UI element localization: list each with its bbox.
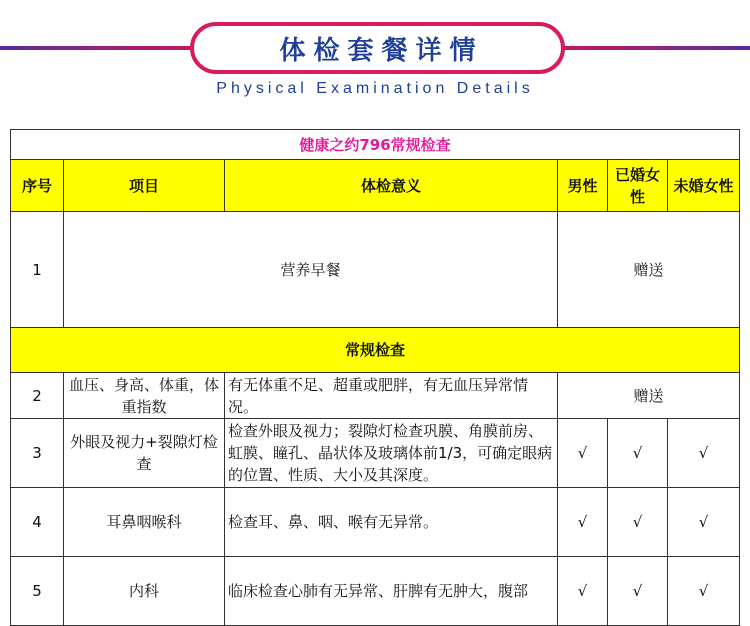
package-title: 健康之约796常规检查	[11, 130, 740, 160]
row-merged-note: 赠送	[558, 212, 740, 328]
check-unmarried-female: √	[668, 557, 740, 626]
row-merged-note: 赠送	[558, 373, 740, 419]
table-row	[11, 488, 740, 557]
header-rule-left	[0, 46, 196, 50]
table-row	[11, 419, 740, 488]
row-item: 血压、身高、体重，体重指数	[64, 373, 225, 419]
check-male: √	[558, 557, 608, 626]
exam-table	[10, 129, 740, 626]
row-index: 2	[11, 373, 64, 419]
row-index: 1	[11, 212, 64, 328]
title-banner	[190, 22, 565, 74]
check-married-female: √	[608, 488, 668, 557]
col-header-unmarried-female: 未婚女性	[668, 160, 740, 212]
table-row	[11, 212, 740, 328]
check-married-female: √	[608, 557, 668, 626]
page-title: 体检套餐详情	[279, 35, 484, 66]
package-title-row	[11, 130, 740, 160]
row-item: 外眼及视力+裂隙灯检查	[64, 419, 225, 488]
check-unmarried-female: √	[668, 419, 740, 488]
col-header-index: 序号	[11, 160, 64, 212]
table-header-row	[11, 160, 740, 212]
section-row	[11, 328, 740, 373]
row-item: 内科	[64, 557, 225, 626]
check-male: √	[558, 488, 608, 557]
check-unmarried-female: √	[668, 488, 740, 557]
table-row	[11, 373, 740, 419]
check-married-female: √	[608, 419, 668, 488]
page-header	[0, 0, 750, 120]
row-meaning: 检查外眼及视力；裂隙灯检查巩膜、角膜前房、虹膜、瞳孔、晶状体及玻璃体前1/3，可确定眼病的位置、性质、大小及其深度。	[225, 419, 558, 488]
col-header-married-female: 已婚女性	[608, 160, 668, 212]
row-item: 营养早餐	[64, 212, 558, 328]
row-index: 3	[11, 419, 64, 488]
col-header-male: 男性	[558, 160, 608, 212]
row-meaning: 有无体重不足、超重或肥胖，有无血压异常情况。	[225, 373, 558, 419]
check-male: √	[558, 419, 608, 488]
row-index: 4	[11, 488, 64, 557]
row-meaning: 临床检查心肺有无异常、肝脾有无肿大，腹部	[225, 557, 558, 626]
table-row	[11, 557, 740, 626]
section-title: 常规检查	[11, 328, 740, 373]
col-header-meaning: 体检意义	[225, 160, 558, 212]
header-rule-right	[563, 46, 750, 50]
row-meaning: 检查耳、鼻、咽、喉有无异常。	[225, 488, 558, 557]
row-item: 耳鼻咽喉科	[64, 488, 225, 557]
col-header-item: 项目	[64, 160, 225, 212]
row-index: 5	[11, 557, 64, 626]
page-subtitle: Physical Examination Details	[216, 80, 534, 97]
